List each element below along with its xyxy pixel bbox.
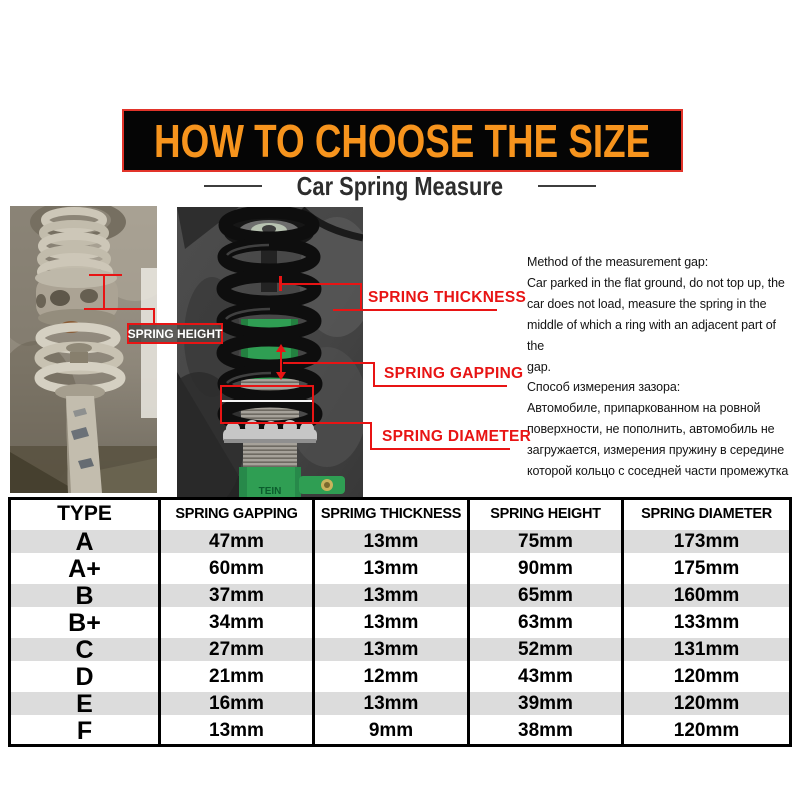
page-title: HOW TO CHOOSE THE SIZE (154, 114, 651, 167)
instruction-line-en: Method of the measurement gap: (527, 255, 709, 269)
value-cell: 133mm (673, 611, 740, 633)
brand-text: TEIN (258, 486, 282, 497)
spring-thickness-callout-line (360, 283, 362, 311)
coilover-illustration (177, 207, 363, 498)
value-cell: 160mm (624, 582, 789, 609)
spring-height-callout-line (103, 274, 105, 310)
value-cell: 13mm (315, 609, 470, 636)
type-cell: C (11, 636, 161, 663)
spring-diameter-callout-line (370, 448, 510, 450)
spring-thickness-callout-line (333, 309, 497, 311)
worn-spring-illustration (10, 206, 157, 493)
spring-diameter-callout-line (370, 422, 372, 450)
value-cell: 90mm (470, 555, 624, 582)
measurement-instructions (527, 252, 795, 482)
photo-coilover (177, 207, 363, 498)
gap-arrow-shaft (280, 351, 282, 373)
spring-diameter-callout-line (312, 422, 372, 424)
value-cell: 131mm (624, 636, 789, 663)
type-cell: B (11, 582, 161, 609)
value-cell: 13mm (161, 717, 315, 744)
value-cell: 13mm (315, 582, 470, 609)
spring-thickness-label: SPRING THICKNESS (368, 289, 527, 306)
subtitle-row (0, 170, 800, 202)
table-row-F (11, 717, 789, 744)
type-cell: A (11, 528, 161, 555)
value-cell: 75mm (470, 528, 624, 555)
table-row-A (11, 528, 789, 555)
instruction-line-en: car does not load, measure the spring in the (527, 296, 767, 311)
instruction-line-ru: поверхности, не пополнить, автомобиль не (527, 422, 775, 437)
value-cell: 13mm (315, 555, 470, 582)
lower-threads (243, 443, 297, 469)
spring-gapping-callout-line (283, 362, 375, 364)
instruction-line-en: Car parked in the flat ground, do not top up, the (527, 275, 785, 290)
spring-gapping-callout-line (373, 362, 375, 387)
table-row-B (11, 582, 789, 609)
value-cell: 52mm (470, 636, 624, 663)
subtitle-text: Car Spring Measure (296, 170, 504, 201)
value-cell: 63mm (470, 609, 624, 636)
value-cell: 43mm (470, 663, 624, 690)
value-cell: 175mm (673, 557, 740, 579)
spring-gapping-callout-line (373, 385, 507, 387)
header-cell-height: SPRING HEIGHT (470, 500, 624, 528)
instruction-line-ru: которой кольцо с соседней части промежутка (527, 464, 789, 479)
type-cell: D (11, 663, 161, 690)
spring-diameter-box (220, 385, 314, 424)
table-row-B+ (11, 609, 789, 636)
value-cell: 34mm (161, 609, 315, 636)
value-cell: 60mm (161, 555, 315, 582)
spring-height-callout-line (89, 274, 122, 276)
table-row-D (11, 663, 789, 690)
value-cell: 21mm (161, 663, 315, 690)
spring-gapping-label: SPRING GAPPING (384, 365, 524, 382)
value-cell: 39mm (470, 690, 624, 717)
value-cell: 13mm (315, 690, 470, 717)
value-cell: 173mm (624, 528, 789, 555)
value-cell: 12mm (315, 663, 470, 690)
type-cell: B+ (11, 609, 161, 636)
table-row-E (11, 690, 789, 717)
value-cell: 120mm (624, 690, 789, 717)
spring-height-callout-line (123, 308, 155, 310)
value-cell: 27mm (161, 636, 315, 663)
bump-stop (35, 268, 118, 327)
value-cell: 120mm (673, 665, 740, 687)
title-banner (122, 109, 683, 172)
table-row-C (11, 636, 789, 663)
header-cell-thickness: SPRIMG THICKNESS (315, 500, 470, 528)
header-cell-type: TYPE (11, 500, 161, 528)
value-cell: 38mm (470, 717, 624, 744)
instruction-line-ru: Способ измерения зазора: (527, 380, 681, 395)
instruction-line-en: gap. (527, 359, 551, 374)
spring-diameter-label: SPRING DIAMETER (382, 428, 532, 445)
right-dash-line (538, 185, 596, 187)
spring-diameter-white-line (222, 400, 312, 402)
spring-height-label: SPRING HEIGHT (127, 323, 223, 344)
type-cell: A+ (11, 555, 161, 582)
instruction-line-ru: загружается, измерения пружину в середине (527, 443, 785, 458)
spring-height-callout-line (84, 308, 125, 310)
value-cell: 13mm (315, 636, 470, 663)
value-cell: 9mm (315, 717, 470, 744)
value-cell: 47mm (161, 528, 315, 555)
instruction-line-ru: Автомобиле, припаркованном на ровной (527, 401, 761, 416)
size-table (8, 497, 792, 747)
type-cell: E (11, 690, 161, 717)
type-cell: F (11, 717, 161, 744)
spring-thickness-callout-line (282, 283, 362, 285)
value-cell: 13mm (315, 528, 470, 555)
value-cell: 37mm (161, 582, 315, 609)
gap-arrow-down-icon (276, 372, 286, 380)
header-cell-gapping: SPRING GAPPING (161, 500, 315, 528)
value-cell: 120mm (673, 719, 740, 741)
value-cell: 65mm (470, 582, 624, 609)
table-header-row (11, 500, 789, 528)
value-cell: 16mm (161, 690, 315, 717)
photo-worn-spring (10, 206, 157, 493)
instruction-line-en: middle of which a ring with an adjacent part of the (527, 317, 776, 353)
left-dash-line (204, 185, 262, 187)
header-cell-diameter: SPRING DIAMETER (641, 506, 772, 522)
table-row-A+ (11, 555, 789, 582)
